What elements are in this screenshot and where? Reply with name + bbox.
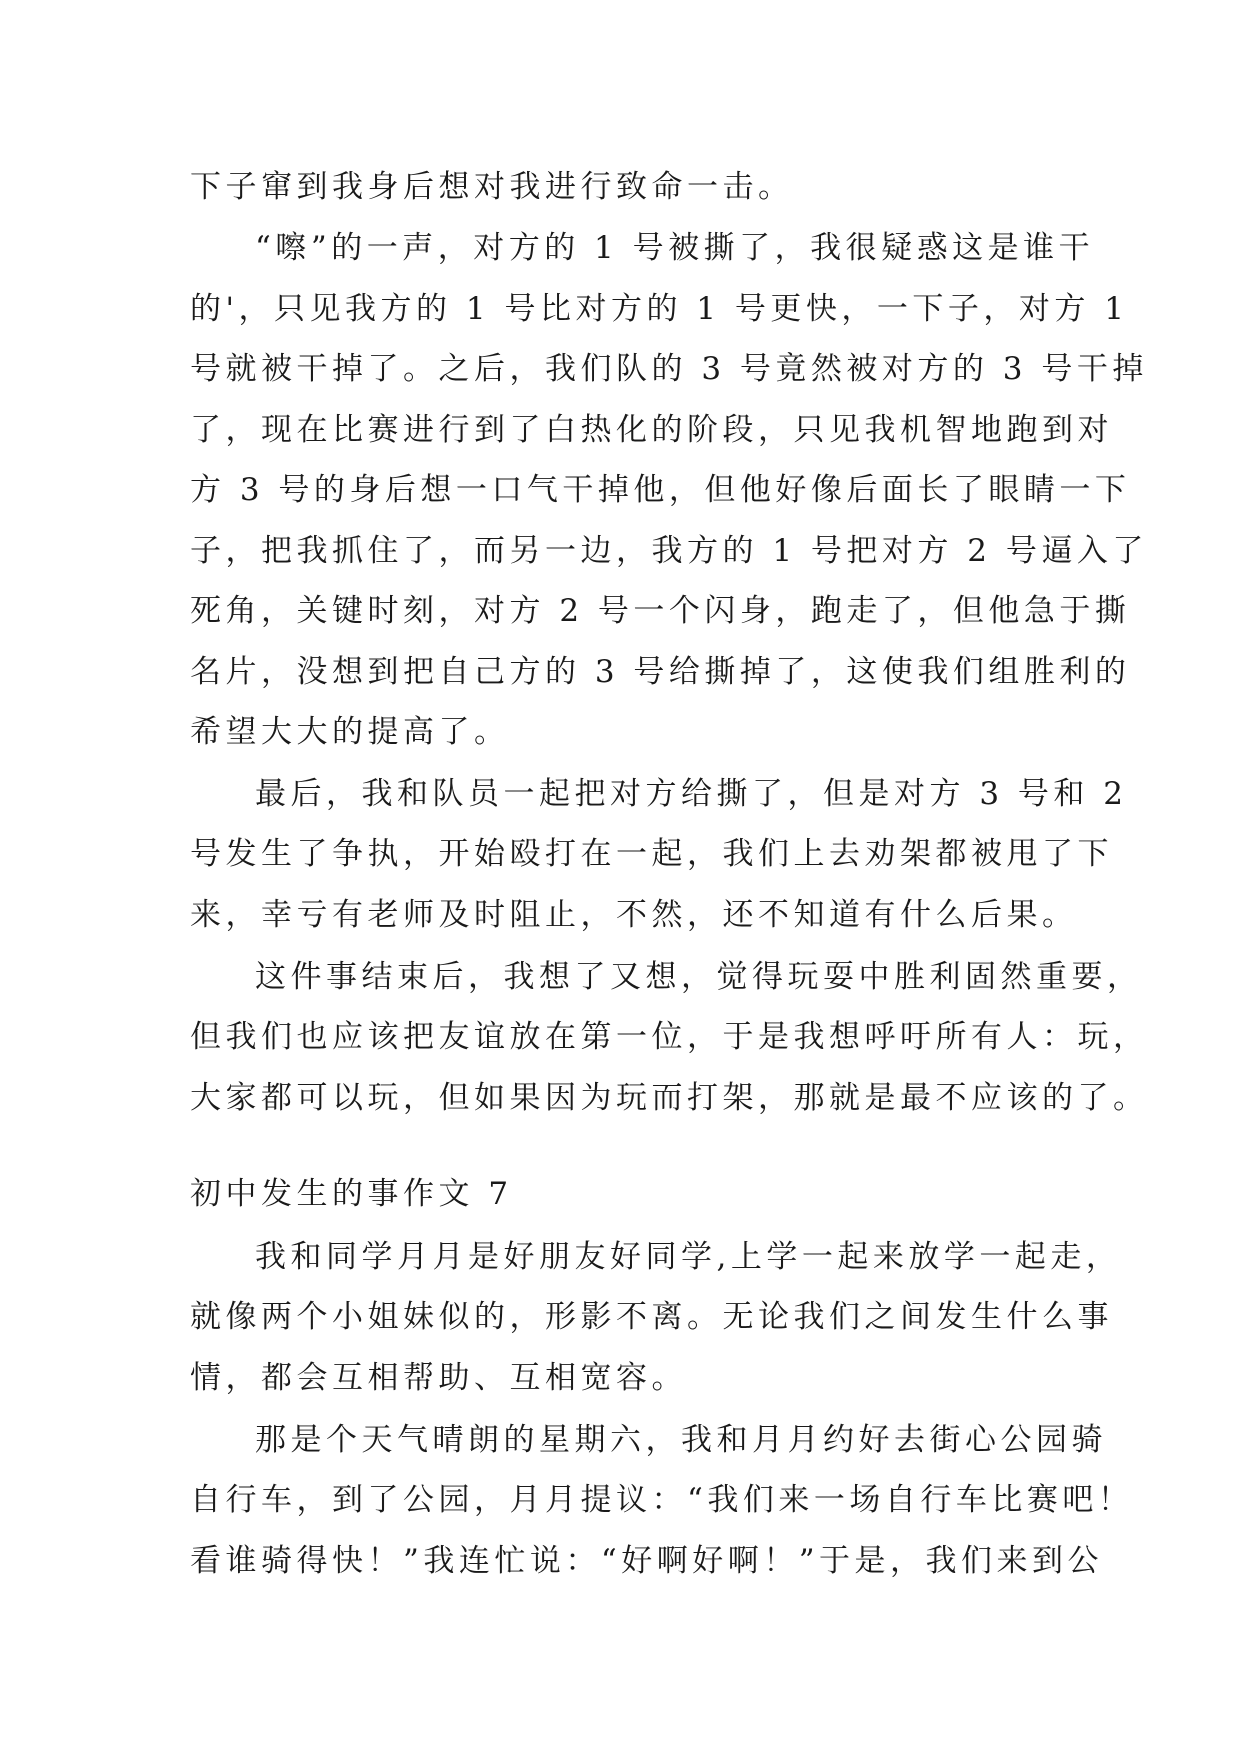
text-line: 最后，我和队员一起把对方给撕了，但是对方 3 号和 2 bbox=[255, 776, 1128, 812]
text-line: 我和同学月月是好朋友好同学,上学一起来放学一起走， bbox=[255, 1239, 1122, 1275]
text-line: “嚓”的一声，对方的 1 号被撕了，我很疑惑这是谁干 bbox=[255, 230, 1095, 266]
text-line: 子，把我抓住了，而另一边，我方的 1 号把对方 2 号逼入了 bbox=[190, 533, 1148, 569]
text-line: 情，都会互相帮助、互相宽容。 bbox=[190, 1360, 687, 1396]
text-line: 号发生了争执，开始殴打在一起，我们上去劝架都被甩了下 bbox=[190, 836, 1113, 872]
text-line: 了，现在比赛进行到了白热化的阶段，只见我机智地跑到对 bbox=[190, 412, 1113, 448]
text-line: 希望大大的提高了。 bbox=[190, 714, 510, 750]
text-line: 方 3 号的身后想一口气干掉他，但他好像后面长了眼睛一下 bbox=[190, 472, 1131, 508]
section-title: 初中发生的事作文 7 bbox=[190, 1176, 513, 1212]
text-line: 就像两个小姐妹似的，形影不离。无论我们之间发生什么事 bbox=[190, 1299, 1113, 1335]
text-line: 下子窜到我身后想对我进行致命一击。 bbox=[190, 169, 794, 205]
text-line: 死角，关键时刻，对方 2 号一个闪身，跑走了，但他急于撕 bbox=[190, 593, 1131, 629]
text-line: 那是个天气晴朗的星期六，我和月月约好去街心公园骑 bbox=[255, 1422, 1107, 1458]
text-line: 来，幸亏有老师及时阻止，不然，还不知道有什么后果。 bbox=[190, 897, 1078, 933]
text-line: 自行车，到了公园，月月提议：“我们来一场自行车比赛吧！ bbox=[190, 1482, 1134, 1518]
text-line: 这件事结束后，我想了又想，觉得玩耍中胜利固然重要， bbox=[255, 959, 1143, 995]
text-line: 大家都可以玩，但如果因为玩而打架，那就是最不应该的了。 bbox=[190, 1080, 1149, 1116]
text-line: 看谁骑得快！”我连忙说：“好啊好啊！”于是，我们来到公 bbox=[190, 1543, 1104, 1579]
text-line: 的'，只见我方的 1 号比对方的 1 号更快，一下子，对方 1 bbox=[190, 291, 1129, 327]
text-line: 但我们也应该把友谊放在第一位，于是我想呼吁所有人：玩， bbox=[190, 1019, 1149, 1055]
text-line: 号就被干掉了。之后，我们队的 3 号竟然被对方的 3 号干掉 bbox=[190, 351, 1148, 387]
text-line: 名片，没想到把自己方的 3 号给撕掉了，这使我们组胜利的 bbox=[190, 654, 1131, 690]
